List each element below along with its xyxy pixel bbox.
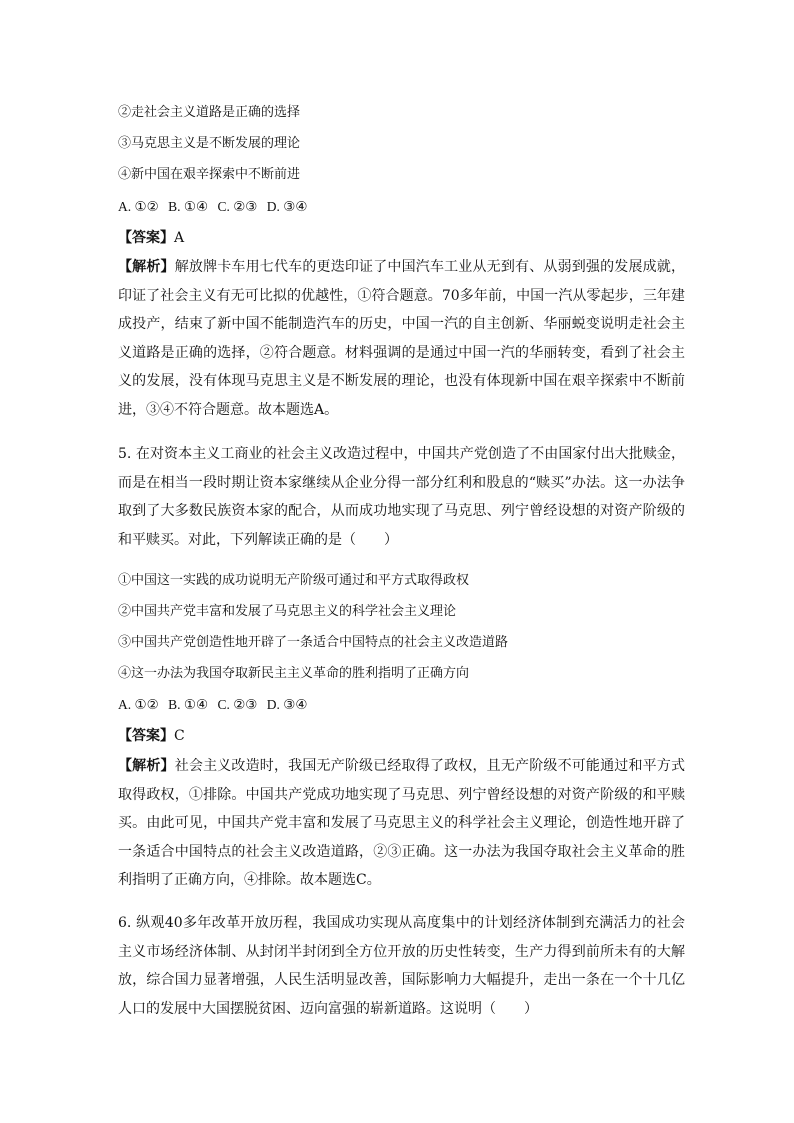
q5-option-2: ②中国共产党丰富和发展了马克思主义的科学社会主义理论 [118, 604, 457, 619]
q4-choice-c: C. ②③ [217, 199, 258, 214]
q4-answer-tag: 【答案】 [118, 230, 174, 246]
q4-choice-d: D. ③④ [266, 199, 308, 214]
q5-analysis-text: 社会主义改造时，我国无产阶级已经取得了政权，且无产阶级不可能通过和平方式取得政权，①排除。中国共产党成功地实现了马克思、列宁曾经设想的对资产阶级的和平赎买。由此可见，中国共产党丰富和发展了马克思主义的科学社会主义理论，创造性地开辟了一条适合中国特点的社会主义改造道路，②③正确。这一办法为我国夺取社会主义革命的胜利指明了正确方向，④排除。故本题选C。 [118, 758, 685, 889]
q4-answer-value: A [174, 230, 185, 246]
q4-analysis-tag: 【解析】 [118, 259, 175, 275]
q5-stem: 5. 在对资本主义工商业的社会主义改造过程中，中国共产党创造了不由国家付出大批赎金，而是在相当一段时期让资本家继续从企业分得一部分红利和股息的“赎买”办法。这一办法争取到了大多数民族资本家的配合，从而成功地实现了马克思、列宁曾经设想的对资产阶级的和平赎买。对此，下列解读正确的是（ ） [118, 446, 685, 548]
q5-choice-c: C. ②③ [217, 697, 258, 712]
q5-choices [118, 695, 685, 715]
q5-answer-tag: 【答案】 [118, 728, 174, 744]
q6-stem: 6. 纵观40多年改革开放历程，我国成功实现从高度集中的计划经济体制到充满活力的社会主义市场经济体制、从封闭半封闭到全方位开放的历史性转变，生产力得到前所未有的大解放，综合国力显著增强，人民生活明显改善，国际影响力大幅提升，走出一条在一个十几亿人口的发展中大国摆脱贫困、迈向富强的崭新道路。这说明（ ） [118, 915, 685, 1017]
q4-analysis-text: 解放牌卡车用七代车的更迭印证了中国汽车工业从无到有、从弱到强的发展成就，印证了社会主义有无可比拟的优越性，①符合题意。70多年前，中国一汽从零起步，三年建成投产，结束了新中国不能制造汽车的历史，中国一汽的自主创新、华丽蜕变说明走社会主义道路是正确的选择，②符合题意。材料强调的是通过中国一汽的华丽转变，看到了社会主义的发展，没有体现马克思主义是不断发展的理论，也没有体现新中国在艰辛探索中不断前进，③④不符合题意。故本题选A。 [118, 259, 685, 418]
q4-answer [118, 228, 685, 248]
q4-option-4: ④新中国在艰辛探索中不断前进 [118, 167, 301, 182]
q5-option-1: ①中国这一实践的成功说明无产阶级可通过和平方式取得政权 [118, 573, 470, 588]
q5-option-4: ④这一办法为我国夺取新民主主义革命的胜利指明了正确方向 [118, 666, 470, 681]
q5-choice-d: D. ③④ [266, 697, 308, 712]
q5-answer-value: C [174, 728, 185, 744]
q5-choice-a: A. ①② [118, 697, 159, 712]
q5-analysis-tag: 【解析】 [118, 758, 175, 774]
q4-choice-a: A. ①② [118, 199, 159, 214]
q5-choice-b: B. ①④ [168, 697, 209, 712]
q5-option-3: ③中国共产党创造性地开辟了一条适合中国特点的社会主义改造道路 [118, 635, 509, 650]
q4-option-3: ③马克思主义是不断发展的理论 [118, 136, 301, 151]
q5-answer [118, 726, 685, 746]
q4-option-2: ②走社会主义道路是正确的选择 [118, 105, 301, 120]
q4-choice-b: B. ①④ [168, 199, 209, 214]
q4-choices [118, 197, 685, 217]
q5-analysis [118, 752, 685, 895]
q4-analysis [118, 253, 685, 425]
